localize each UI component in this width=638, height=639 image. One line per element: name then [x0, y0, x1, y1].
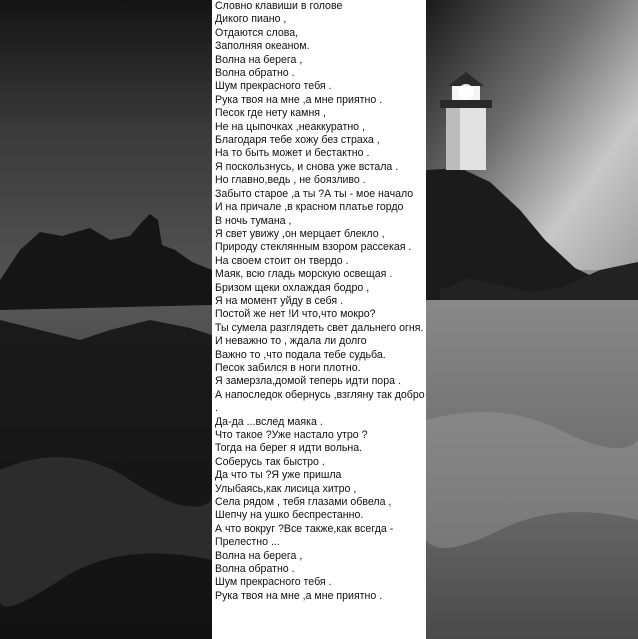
- poem-line: Постой же нет !И что,что мокро?: [215, 308, 376, 321]
- poem-line: Прелестно ...: [215, 536, 280, 549]
- poem-line: Рука твоя на мне ,а мне приятно .: [215, 589, 383, 602]
- poem-line: А что вокруг ?Все также,как всегда -: [215, 522, 394, 535]
- poem-panel: [212, 0, 426, 639]
- poem-line: Бризом щеки охлаждая бодро ,: [215, 281, 370, 294]
- poem-line: Улыбаясь,как лисица хитро ,: [215, 482, 357, 495]
- poem-line: Села рядом , тебя глазами обвела ,: [215, 496, 392, 509]
- poem-line: Песок забился в ноги плотно.: [215, 361, 361, 374]
- poem-line: Волна обратно .: [215, 67, 295, 80]
- poem-line: Я на момент уйду в себя .: [215, 294, 344, 307]
- poem-line: Дикого пиано ,: [215, 13, 287, 26]
- poem-line: На своем стоит он твердо .: [215, 254, 349, 267]
- poem-line: Волна обратно .: [215, 563, 295, 576]
- poem-line: На то быть может и бестактно .: [215, 147, 370, 160]
- poem-line: И неважно то , ждала ли долго: [215, 335, 367, 348]
- poem-line: Отдаются слова,: [215, 26, 299, 39]
- poem-text: [212, 0, 426, 603]
- poem-line: Соберусь так быстро .: [215, 455, 325, 468]
- poem-line: Да-да ...вслед маяка .: [215, 415, 323, 428]
- poem-line: Заполняя океаном.: [215, 40, 310, 53]
- poem-line: В ночь тумана ,: [215, 214, 292, 227]
- poem-line: Да что ты ?Я уже пришла: [215, 469, 342, 482]
- poem-line: Песок где нету камня ,: [215, 107, 326, 120]
- poem-line: Ты сумела разглядеть свет дальнего огня.: [215, 321, 424, 334]
- poem-line: Шум прекрасного тебя .: [215, 80, 332, 93]
- poem-line: Я свет увижу ,он мерцает блекло ,: [215, 227, 385, 240]
- poem-line: Шепчу на ушко беспрестанно.: [215, 509, 364, 522]
- poem-line: Тогда на берег я идти вольна.: [215, 442, 363, 455]
- poem-line: Я замерзла,домой теперь идти пора .: [215, 375, 401, 388]
- poem-line: Шум прекрасного тебя .: [215, 576, 332, 589]
- poem-line: Я поскользнусь, и снова уже встала .: [215, 160, 399, 173]
- poem-line: Волна на берега ,: [215, 53, 303, 66]
- poem-line: Словно клавиши в голове: [215, 0, 343, 12]
- poem-line: Маяк, всю гладь морскую освещая .: [215, 268, 393, 281]
- poem-line: И на причале ,в красном платье гордо: [215, 201, 404, 214]
- poem-line: Но главно,ведь , не боязливо .: [215, 174, 366, 187]
- poem-line: Важно то ,что подала тебе судьба.: [215, 348, 386, 361]
- poem-line: Забыто старое ,а ты ?А ты - мое начало: [215, 187, 414, 200]
- poem-line: Что такое ?Уже настало утро ?: [215, 429, 368, 441]
- poem-line: Не на цыпочках ,неаккуратно ,: [215, 120, 365, 133]
- poem-line: Волна на берега ,: [215, 549, 303, 562]
- poem-line: Рука твоя на мне ,а мне приятно .: [215, 93, 383, 106]
- poem-line: Благодаря тебе хожу без страха ,: [215, 134, 380, 147]
- poem-line: А напоследок обернусь ,взгляну так добро .: [215, 388, 425, 415]
- poem-line: Природу стеклянным взором рассекая .: [215, 241, 412, 254]
